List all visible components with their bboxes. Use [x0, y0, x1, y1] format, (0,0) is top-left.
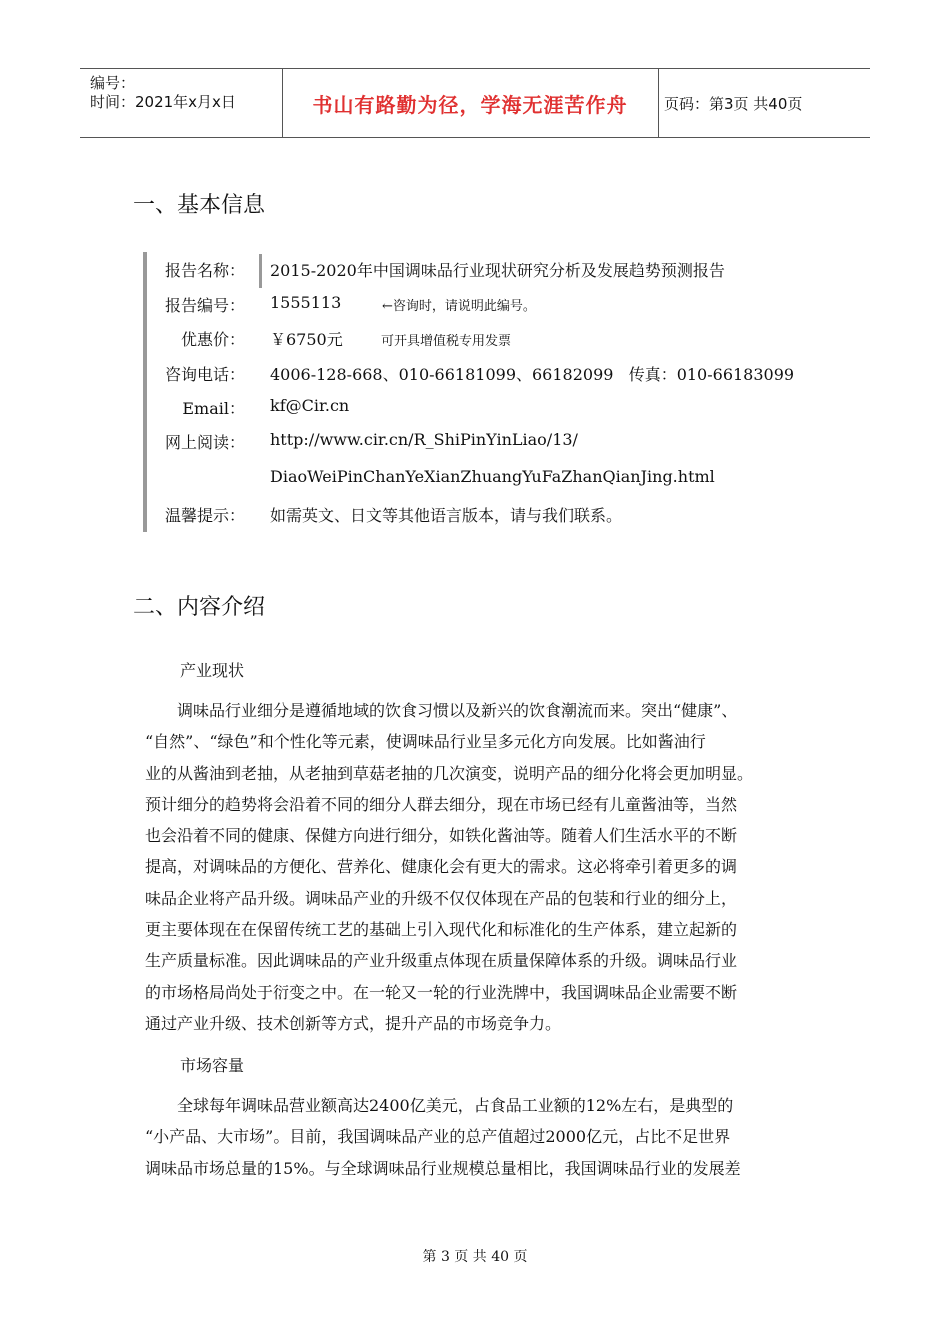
email-label: Email：: [182, 399, 245, 418]
report-no: 1555113: [270, 293, 342, 312]
email-link[interactable]: kf@Cir.cn: [270, 396, 350, 415]
report-name: 2015-2020年中国调味品行业现状研究分析及发展趋势预测报告: [270, 261, 725, 280]
para-line: 更主要体现在在保留传统工艺的基础上引入现代化和标准化的生产体系，建立起新的: [145, 920, 738, 940]
header-date: 时间：2021年x月x日: [90, 93, 236, 111]
url-label: 网上阅读：: [164, 433, 245, 452]
paragraph-industry-status: [145, 695, 810, 1039]
para-line: 的市场格局尚处于衍变之中。在一轮又一轮的行业洗牌中，我国调味品企业需要不断: [145, 982, 738, 1002]
para-line: 生产质量标准。因此调味品的产业升级重点体现在质量保障体系的升级。调味品行业: [145, 951, 738, 971]
para-line: 业的从酱油到老抽，从老抽到草菇老抽的几次演变，说明产品的细分化将会更加明显。: [145, 763, 754, 783]
report-name-marker: [259, 254, 262, 288]
price-note: 可开具增值税专用发票: [381, 334, 512, 349]
section2-title: 二、内容介绍: [133, 595, 266, 620]
header-motto-cell: [282, 69, 659, 137]
tip-label: 温馨提示：: [164, 506, 245, 525]
para-line: 预计细分的趋势将会沿着不同的细分人群去细分，现在市场已经有儿童酱油等，当然: [145, 794, 738, 814]
header-motto: 书山有路勤为径，学海无涯苦作舟: [312, 92, 628, 117]
header-page-info: 页码：第3页 共40页: [664, 94, 803, 113]
price-label: 优惠价：: [180, 330, 245, 349]
report-no-note: ←咨询时，请说明此编号。: [382, 299, 536, 314]
para-line: 全球每年调味品营业额高达2400亿美元，占食品工业额的12%左右，是典型的: [177, 1096, 734, 1115]
url-link-line2[interactable]: DiaoWeiPinChanYeXianZhuangYuFaZhanQianJing.html: [270, 467, 715, 486]
para-line: 味品企业将产品升级。调味品产业的升级不仅仅体现在产品的包装和行业的细分上，: [145, 888, 738, 908]
para-line: 提高，对调味品的方便化、营养化、健康化会有更大的需求。这必将牵引着更多的调: [145, 857, 738, 877]
subheading-industry-status: 产业现状: [180, 661, 245, 680]
phone: 4006-128-668、010-66181099、66182099 传真：010-66183099: [270, 365, 795, 384]
page-header: [80, 68, 870, 138]
para-line: 调味品市场总量的15%。与全球调味品行业规模总量相比，我国调味品行业的发展差: [145, 1158, 741, 1178]
report-name-label: 报告名称：: [164, 261, 245, 280]
url-link-line1[interactable]: http://www.cir.cn/R_ShiPinYinLiao/13/: [270, 430, 578, 449]
price: ￥6750元: [270, 330, 343, 349]
subheading-market-size: 市场容量: [180, 1056, 245, 1075]
phone-label: 咨询电话：: [164, 365, 245, 384]
header-number-label: 编号：: [90, 74, 136, 92]
para-line: “自然”、“绿色”和个性化等元素，使调味品行业呈多元化方向发展。比如酱油行: [145, 732, 706, 752]
section1-title: 一、基本信息: [133, 193, 266, 218]
para-line: 也会沿着不同的健康、保健方向进行细分，如铁化酱油等。随着人们生活水平的不断: [145, 826, 738, 846]
tip: 如需英文、日文等其他语言版本，请与我们联系。: [270, 506, 623, 525]
para-line: 调味品行业细分是遵循地域的饮食习惯以及新兴的饮食潮流而来。突出“健康”、: [177, 701, 738, 720]
report-no-label: 报告编号：: [164, 296, 245, 315]
para-line: 通过产业升级、技术创新等方式，提升产品的市场竞争力。: [145, 1013, 562, 1033]
header-meta-cell: [80, 69, 283, 137]
paragraph-market-size: [145, 1090, 810, 1184]
para-line: “小产品、大市场”。目前，我国调味品产业的总产值超过2000亿元，占比不足世界: [145, 1127, 731, 1147]
page-footer: 第 3 页 共 40 页: [422, 1249, 528, 1265]
